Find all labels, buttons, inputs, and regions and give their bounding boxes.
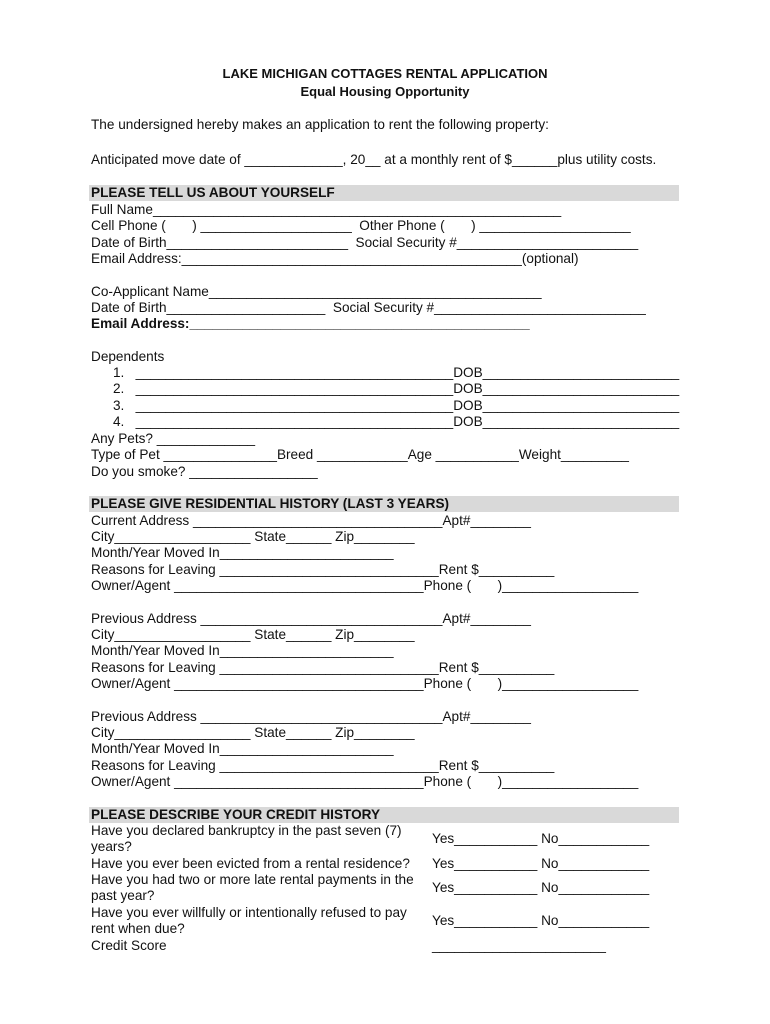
address-field[interactable]: Previous Address ________________________________Apt#________ — [91, 611, 531, 626]
form-title: LAKE MICHIGAN COTTAGES RENTAL APPLICATION — [222, 66, 548, 81]
reasons-rent-fields[interactable]: Reasons for Leaving _____________________________Rent $__________ — [91, 660, 555, 675]
dependent-row[interactable]: 2. __________________________________________DOB__________________________ — [113, 381, 680, 396]
dependent-row[interactable]: 3. __________________________________________DOB__________________________ — [113, 398, 680, 413]
email-field[interactable]: Email Address:_____________________________________________(optional) — [91, 251, 579, 266]
refused-payment-answer[interactable]: Yes___________ No____________ — [432, 913, 650, 928]
dependent-row[interactable]: 1. __________________________________________DOB__________________________ — [113, 365, 680, 380]
move-date-line[interactable]: Anticipated move date of _____________, 20__ at a monthly rent of $______plus utility costs. — [91, 152, 657, 167]
coapplicant-name-field[interactable]: Co-Applicant Name____________________________________________ — [91, 284, 542, 299]
phone-fields[interactable]: Cell Phone ( ) ____________________ Other Phone ( ) ____________________ — [91, 218, 631, 233]
address-field[interactable]: Current Address _________________________________Apt#________ — [91, 513, 531, 528]
coapplicant-email-field[interactable]: Email Address:_____________________________________________ — [91, 316, 530, 331]
owner-phone-fields[interactable]: Owner/Agent _________________________________Phone ( )__________________ — [91, 676, 639, 691]
form-subtitle: Equal Housing Opportunity — [300, 84, 470, 99]
intro-statement: The undersigned hereby makes an application to rent the following property: — [91, 117, 549, 132]
dependents-label: Dependents — [91, 349, 165, 364]
smoke-field[interactable]: Do you smoke? _________________ — [91, 464, 318, 479]
city-state-zip-fields[interactable]: City__________________ State______ Zip________ — [91, 725, 415, 740]
late-payments-question: Have you had two or more late rental payments in the past year? — [91, 872, 414, 904]
refused-payment-question: Have you ever willfully or intentionally refused to pay rent when due? — [91, 905, 407, 937]
city-state-zip-fields[interactable]: City__________________ State______ Zip________ — [91, 529, 415, 544]
address-field[interactable]: Previous Address ________________________________Apt#________ — [91, 709, 531, 724]
owner-phone-fields[interactable]: Owner/Agent _________________________________Phone ( )__________________ — [91, 774, 639, 789]
eviction-answer[interactable]: Yes___________ No____________ — [432, 856, 650, 871]
moved-in-field[interactable]: Month/Year Moved In_______________________ — [91, 741, 394, 756]
section-heading-about: PLEASE TELL US ABOUT YOURSELF — [89, 185, 679, 201]
full-name-field[interactable]: Full Name______________________________________________________ — [91, 202, 562, 217]
credit-score-label: Credit Score — [91, 938, 167, 953]
city-state-zip-fields[interactable]: City__________________ State______ Zip________ — [91, 627, 415, 642]
reasons-rent-fields[interactable]: Reasons for Leaving _____________________________Rent $__________ — [91, 758, 555, 773]
section-heading-credit: PLEASE DESCRIBE YOUR CREDIT HISTORY — [89, 807, 679, 823]
dob-ssn-fields[interactable]: Date of Birth________________________ Social Security #________________________ — [91, 235, 639, 250]
bankruptcy-question: Have you declared bankruptcy in the past seven (7) years? — [91, 823, 402, 855]
coapplicant-dob-ssn-fields[interactable]: Date of Birth_____________________ Social Security #____________________________ — [91, 300, 646, 315]
moved-in-field[interactable]: Month/Year Moved In_______________________ — [91, 643, 394, 658]
section-heading-residential: PLEASE GIVE RESIDENTIAL HISTORY (LAST 3 YEARS) — [89, 496, 679, 512]
pet-details-fields[interactable]: Type of Pet _______________Breed ____________Age ___________Weight_________ — [91, 447, 629, 462]
late-payments-answer[interactable]: Yes___________ No____________ — [432, 880, 650, 895]
owner-phone-fields[interactable]: Owner/Agent _________________________________Phone ( )__________________ — [91, 578, 639, 593]
credit-score-field[interactable]: _______________________ — [432, 938, 606, 953]
reasons-rent-fields[interactable]: Reasons for Leaving _____________________________Rent $__________ — [91, 562, 555, 577]
bankruptcy-answer[interactable]: Yes___________ No____________ — [432, 831, 650, 846]
eviction-question: Have you ever been evicted from a rental residence? — [91, 856, 410, 871]
pets-field[interactable]: Any Pets? _____________ — [91, 431, 256, 446]
dependent-row[interactable]: 4. __________________________________________DOB__________________________ — [113, 414, 680, 429]
moved-in-field[interactable]: Month/Year Moved In_______________________ — [91, 545, 394, 560]
